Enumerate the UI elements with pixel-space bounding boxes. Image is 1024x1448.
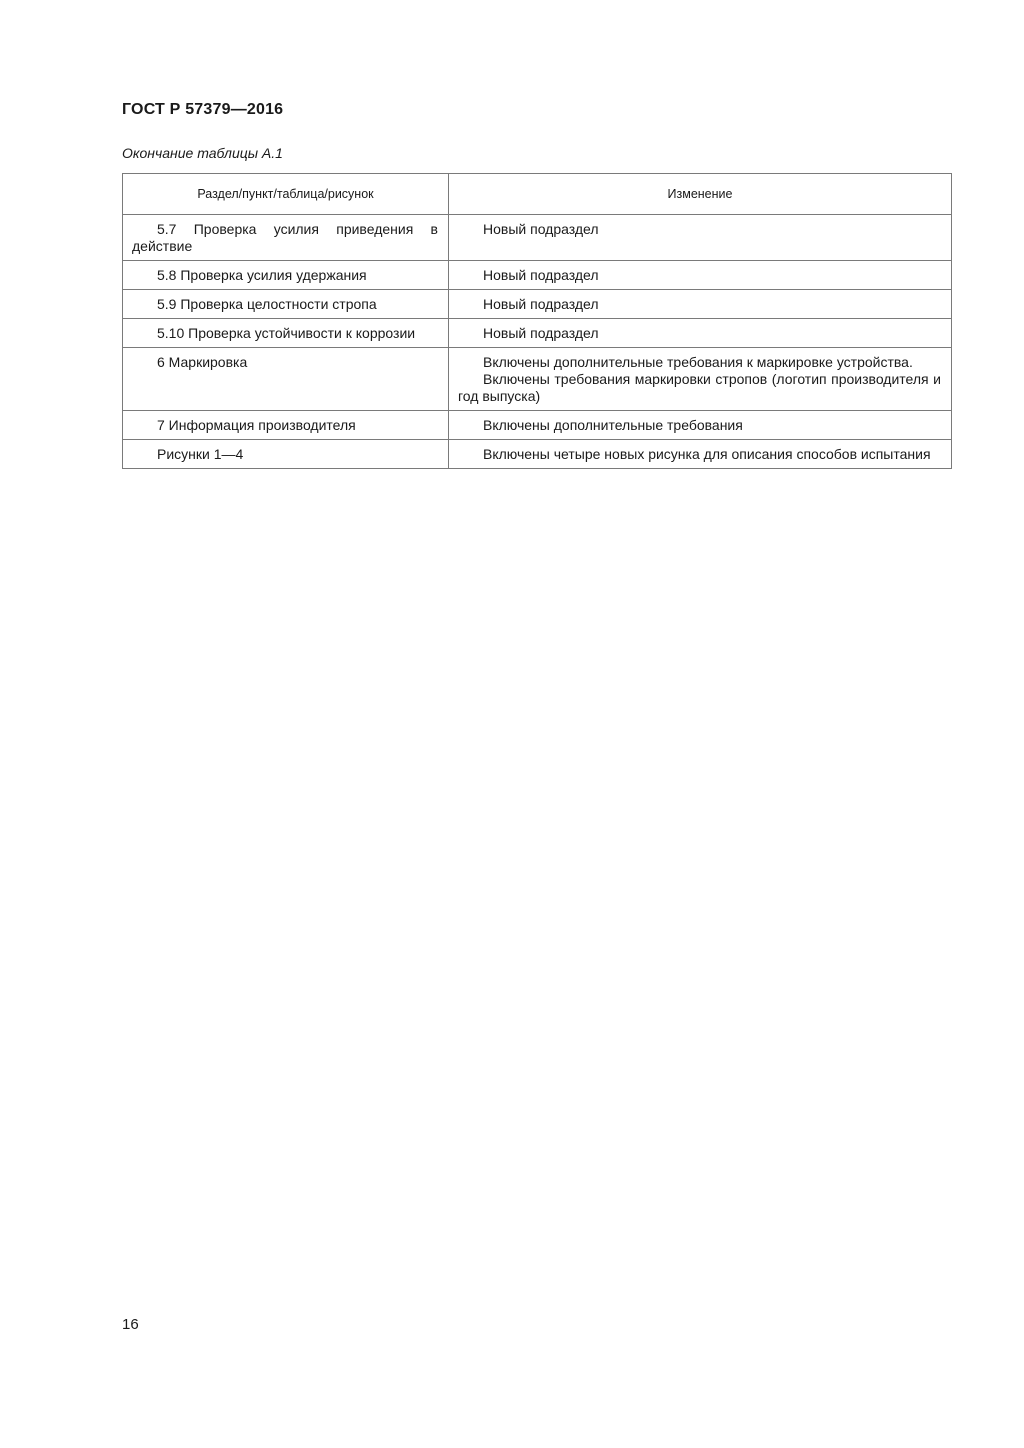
section-cell xyxy=(123,215,449,261)
change-text: Включены дополнительные требования к маркировке устройства. xyxy=(483,354,913,370)
document-code: ГОСТ Р 57379—2016 xyxy=(122,101,284,118)
section-cell xyxy=(123,319,449,348)
section-text: 5.10 Проверка устойчивости к коррозии xyxy=(157,325,416,341)
section-cell xyxy=(123,348,449,411)
table-row xyxy=(123,440,952,469)
section-text: 5.8 Проверка усилия удержания xyxy=(157,267,367,283)
section-text: Рисунки 1—4 xyxy=(157,446,244,462)
section-cell xyxy=(123,290,449,319)
section-cell xyxy=(123,261,449,290)
table-row xyxy=(123,261,952,290)
section-cell xyxy=(123,411,449,440)
table-row xyxy=(123,215,952,261)
section-cell xyxy=(123,440,449,469)
change-text: Новый подраздел xyxy=(483,325,599,341)
change-cell xyxy=(449,411,952,440)
section-text: 5.9 Проверка целостности стропа xyxy=(157,296,377,312)
table-row xyxy=(123,319,952,348)
change-cell xyxy=(449,348,952,411)
change-cell xyxy=(449,215,952,261)
change-text: Включены дополнительные требования xyxy=(483,417,743,433)
section-text: 7 Информация производителя xyxy=(157,417,356,433)
change-cell xyxy=(449,319,952,348)
column-header-change: Изменение xyxy=(449,174,952,215)
table-row xyxy=(123,348,952,411)
table-row xyxy=(123,411,952,440)
change-text: Новый подраздел xyxy=(483,221,599,237)
change-cell xyxy=(449,261,952,290)
change-cell xyxy=(449,290,952,319)
table-caption: Окончание таблицы А.1 xyxy=(122,145,283,161)
change-text: Включены четыре новых рисунка для описания способов испытания xyxy=(483,446,931,462)
amendments-table xyxy=(122,173,952,469)
change-text: Включены требования маркировки стропов (логотип производителя и год выпуска) xyxy=(458,371,941,404)
section-text: 5.7 Проверка усилия приведения в действие xyxy=(132,221,438,254)
section-text: 6 Маркировка xyxy=(157,354,248,370)
change-text: Новый подраздел xyxy=(483,267,599,283)
table-header-row xyxy=(123,174,952,215)
change-text: Новый подраздел xyxy=(483,296,599,312)
table-row xyxy=(123,290,952,319)
column-header-section: Раздел/пункт/таблица/рисунок xyxy=(123,174,449,215)
page-number: 16 xyxy=(122,1316,139,1333)
change-cell xyxy=(449,440,952,469)
